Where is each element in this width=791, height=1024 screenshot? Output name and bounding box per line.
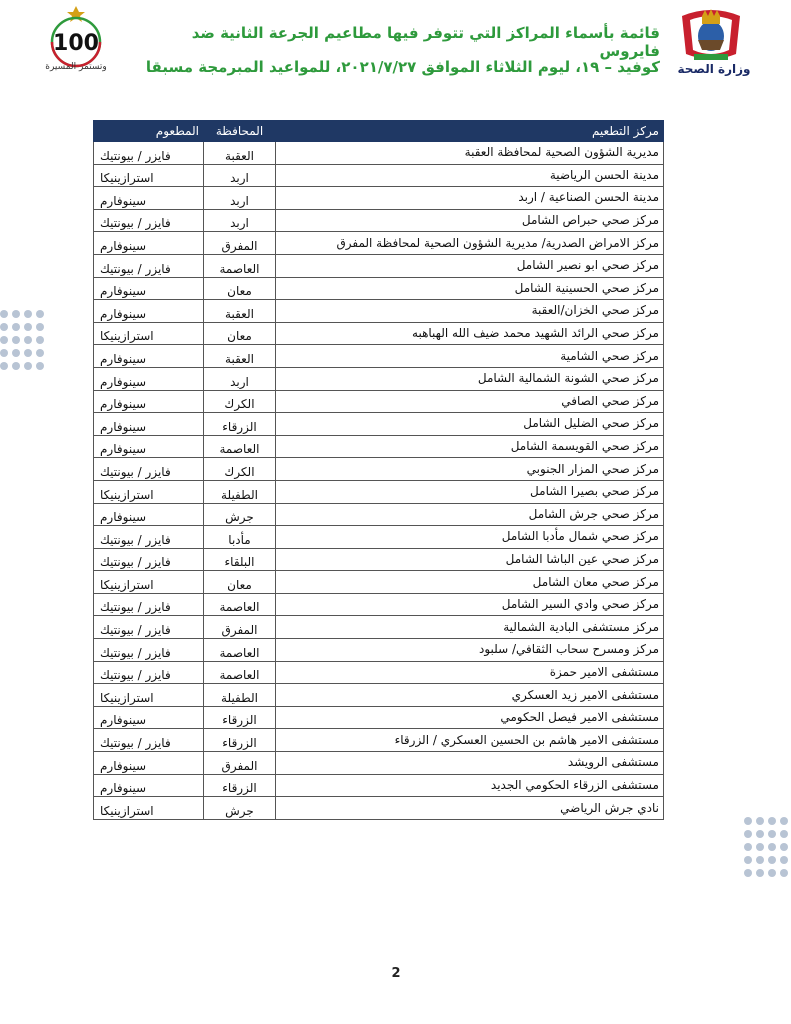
cell-vaccine: فايزر / بيونتيك — [94, 142, 204, 165]
table-row — [94, 526, 664, 549]
cell-center-name: مركز صحي حبراص الشامل — [276, 209, 664, 232]
decorative-dot — [756, 843, 764, 851]
cell-center-name: مركز صحي الشامية — [276, 345, 664, 368]
cell-center-name: مستشفى الامير زيد العسكري — [276, 684, 664, 707]
cell-governorate: المفرق — [204, 616, 276, 639]
cell-governorate: اربد — [204, 164, 276, 187]
decorative-dot — [12, 336, 20, 344]
cell-vaccine: سينوفارم — [94, 187, 204, 210]
cell-vaccine: سينوفارم — [94, 413, 204, 436]
cell-vaccine: سينوفارم — [94, 435, 204, 458]
decorative-dot — [24, 310, 32, 318]
table-row — [94, 277, 664, 300]
decorative-dot — [744, 856, 752, 864]
cell-center-name: مركز مستشفى البادية الشمالية — [276, 616, 664, 639]
decorative-dot — [780, 817, 788, 825]
cell-governorate: الكرك — [204, 458, 276, 481]
cell-vaccine: استرازينيكا — [94, 571, 204, 594]
cell-center-name: مركز صحي الصافي — [276, 390, 664, 413]
cell-governorate: معان — [204, 322, 276, 345]
cell-governorate: الزرقاء — [204, 729, 276, 752]
column-header-governorate: المحافظة — [204, 121, 276, 142]
table-row — [94, 187, 664, 210]
decorative-dot — [0, 323, 8, 331]
vaccination-centers-table — [93, 120, 664, 820]
table-body — [94, 142, 664, 820]
cell-governorate: معان — [204, 277, 276, 300]
page-title-line-2: كوفيد – ١٩، ليوم الثلاثاء الموافق ٢٠٢١/٧/٢٧، للمواعيد المبرمجة مسبقا — [145, 58, 660, 76]
cell-governorate: الطفيلة — [204, 684, 276, 707]
table-row — [94, 322, 664, 345]
cell-center-name: مدينة الحسن الرياضية — [276, 164, 664, 187]
decorative-dot — [780, 856, 788, 864]
decorative-dot — [36, 310, 44, 318]
decorative-dot — [0, 349, 8, 357]
cell-center-name: مستشفى الامير هاشم بن الحسين العسكري / الزرقاء — [276, 729, 664, 752]
cell-vaccine: سينوفارم — [94, 752, 204, 775]
cell-governorate: اربد — [204, 367, 276, 390]
cell-governorate: اربد — [204, 209, 276, 232]
centennial-tagline: وتستمر المسيرة — [45, 62, 107, 72]
decorative-dot — [0, 310, 8, 318]
cell-vaccine: فايزر / بيونتيك — [94, 526, 204, 549]
table-row — [94, 300, 664, 323]
decorative-dot — [744, 830, 752, 838]
cell-center-name: مستشفى الزرقاء الحكومي الجديد — [276, 774, 664, 797]
cell-vaccine: استرازينيكا — [94, 322, 204, 345]
cell-vaccine: سينوفارم — [94, 232, 204, 255]
table-row — [94, 345, 664, 368]
cell-governorate: الطفيلة — [204, 480, 276, 503]
cell-center-name: مركز صحي بصيرا الشامل — [276, 480, 664, 503]
dot-grid-left — [0, 310, 48, 380]
decorative-dot — [36, 362, 44, 370]
cell-vaccine: سينوفارم — [94, 706, 204, 729]
cell-center-name: مركز صحي الخزان/العقبة — [276, 300, 664, 323]
table-header-row — [94, 121, 664, 142]
cell-center-name: مركز صحي جرش الشامل — [276, 503, 664, 526]
table-row — [94, 142, 664, 165]
cell-center-name: مستشفى الامير فيصل الحكومي — [276, 706, 664, 729]
cell-center-name: مركز الامراض الصدرية/ مديرية الشؤون الصحية لمحافظة المفرق — [276, 232, 664, 255]
cell-center-name: مديرية الشؤون الصحية لمحافظة العقبة — [276, 142, 664, 165]
decorative-dot — [780, 830, 788, 838]
cell-vaccine: سينوفارم — [94, 300, 204, 323]
decorative-dot — [24, 336, 32, 344]
cell-governorate: الزرقاء — [204, 774, 276, 797]
cell-center-name: مركز صحي الرائد الشهيد محمد ضيف الله الهباهبه — [276, 322, 664, 345]
cell-governorate: البلقاء — [204, 548, 276, 571]
centennial-number: 100 — [53, 31, 99, 56]
decorative-dot — [24, 362, 32, 370]
page-title-line-1: قائمة بأسماء المراكز التي تتوفر فيها مطاعيم الجرعة الثانية ضد فايروس — [191, 24, 660, 60]
decorative-dot — [0, 336, 8, 344]
cell-governorate: العاصمة — [204, 661, 276, 684]
cell-vaccine: فايزر / بيونتيك — [94, 254, 204, 277]
cell-governorate: اربد — [204, 187, 276, 210]
cell-governorate: معان — [204, 571, 276, 594]
table-row — [94, 616, 664, 639]
table-row — [94, 254, 664, 277]
table-row — [94, 593, 664, 616]
decorative-dot — [780, 869, 788, 877]
page-number: 2 — [391, 966, 401, 981]
table-row — [94, 797, 664, 820]
jordan-coat-of-arms-logo — [676, 6, 746, 64]
decorative-dot — [780, 843, 788, 851]
cell-vaccine: فايزر / بيونتيك — [94, 729, 204, 752]
decorative-dot — [768, 830, 776, 838]
decorative-dot — [12, 310, 20, 318]
table-row — [94, 548, 664, 571]
cell-center-name: مركز صحي المزار الجنوبي — [276, 458, 664, 481]
cell-governorate: جرش — [204, 503, 276, 526]
decorative-dot — [768, 856, 776, 864]
decorative-dot — [744, 843, 752, 851]
cell-center-name: مركز صحي وادي السير الشامل — [276, 593, 664, 616]
table-row — [94, 209, 664, 232]
decorative-dot — [24, 323, 32, 331]
table-row — [94, 774, 664, 797]
cell-center-name: مركز صحي الشونة الشمالية الشامل — [276, 367, 664, 390]
cell-vaccine: سينوفارم — [94, 774, 204, 797]
cell-center-name: مركز صحي ابو نصير الشامل — [276, 254, 664, 277]
table-row — [94, 390, 664, 413]
table-row — [94, 684, 664, 707]
cell-vaccine: استرازينيكا — [94, 164, 204, 187]
cell-governorate: جرش — [204, 797, 276, 820]
table-row — [94, 752, 664, 775]
decorative-dot — [12, 362, 20, 370]
cell-vaccine: سينوفارم — [94, 390, 204, 413]
cell-governorate: الكرك — [204, 390, 276, 413]
decorative-dot — [12, 323, 20, 331]
table-row — [94, 480, 664, 503]
decorative-dot — [36, 323, 44, 331]
cell-vaccine: سينوفارم — [94, 277, 204, 300]
cell-governorate: العاصمة — [204, 435, 276, 458]
cell-center-name: نادي جرش الرياضي — [276, 797, 664, 820]
cell-center-name: مركز صحي القويسمة الشامل — [276, 435, 664, 458]
cell-governorate: العقبة — [204, 345, 276, 368]
cell-vaccine: فايزر / بيونتيك — [94, 458, 204, 481]
cell-governorate: المفرق — [204, 232, 276, 255]
table-row — [94, 729, 664, 752]
decorative-dot — [24, 349, 32, 357]
cell-center-name: مركز صحي الحسينية الشامل — [276, 277, 664, 300]
cell-vaccine: استرازينيكا — [94, 684, 204, 707]
table-row — [94, 661, 664, 684]
cell-vaccine: سينوفارم — [94, 345, 204, 368]
cell-vaccine: فايزر / بيونتيك — [94, 661, 204, 684]
cell-center-name: مستشفى الرويشد — [276, 752, 664, 775]
decorative-dot — [756, 830, 764, 838]
cell-governorate: الزرقاء — [204, 706, 276, 729]
table-row — [94, 503, 664, 526]
decorative-dot — [756, 817, 764, 825]
cell-center-name: مدينة الحسن الصناعية / اربد — [276, 187, 664, 210]
page-header — [0, 0, 791, 100]
cell-center-name: مركز صحي معان الشامل — [276, 571, 664, 594]
table-row — [94, 367, 664, 390]
cell-center-name: مركز صحي الضليل الشامل — [276, 413, 664, 436]
cell-center-name: مركز ومسرح سحاب الثقافي/ سلبود — [276, 639, 664, 662]
cell-vaccine: فايزر / بيونتيك — [94, 616, 204, 639]
decorative-dot — [0, 362, 8, 370]
cell-governorate: العاصمة — [204, 254, 276, 277]
table-row — [94, 571, 664, 594]
decorative-dot — [768, 817, 776, 825]
cell-governorate: الزرقاء — [204, 413, 276, 436]
cell-center-name: مركز صحي عين الباشا الشامل — [276, 548, 664, 571]
decorative-dot — [36, 336, 44, 344]
ministry-name: وزارة الصحة — [677, 62, 751, 76]
table-row — [94, 232, 664, 255]
cell-vaccine: فايزر / بيونتيك — [94, 548, 204, 571]
decorative-dot — [768, 869, 776, 877]
dot-grid-right — [744, 817, 791, 887]
table-row — [94, 413, 664, 436]
decorative-dot — [744, 817, 752, 825]
cell-vaccine: فايزر / بيونتيك — [94, 639, 204, 662]
table-row — [94, 458, 664, 481]
cell-governorate: مأدبا — [204, 526, 276, 549]
cell-vaccine: استرازينيكا — [94, 797, 204, 820]
cell-center-name: مستشفى الامير حمزة — [276, 661, 664, 684]
cell-governorate: المفرق — [204, 752, 276, 775]
decorative-dot — [756, 869, 764, 877]
cell-vaccine: فايزر / بيونتيك — [94, 209, 204, 232]
table-row — [94, 639, 664, 662]
cell-governorate: العاصمة — [204, 593, 276, 616]
cell-governorate: العقبة — [204, 300, 276, 323]
decorative-dot — [756, 856, 764, 864]
decorative-dot — [744, 869, 752, 877]
decorative-dot — [768, 843, 776, 851]
column-header-center: مركز التطعيم — [276, 121, 664, 142]
cell-governorate: العقبة — [204, 142, 276, 165]
cell-vaccine: سينوفارم — [94, 503, 204, 526]
cell-vaccine: فايزر / بيونتيك — [94, 593, 204, 616]
cell-governorate: العاصمة — [204, 639, 276, 662]
cell-vaccine: استرازينيكا — [94, 480, 204, 503]
decorative-dot — [36, 349, 44, 357]
table-row — [94, 164, 664, 187]
decorative-dot — [12, 349, 20, 357]
cell-center-name: مركز صحي شمال مأدبا الشامل — [276, 526, 664, 549]
table-row — [94, 435, 664, 458]
column-header-vaccine: المطعوم — [94, 121, 204, 142]
table-row — [94, 706, 664, 729]
cell-vaccine: سينوفارم — [94, 367, 204, 390]
